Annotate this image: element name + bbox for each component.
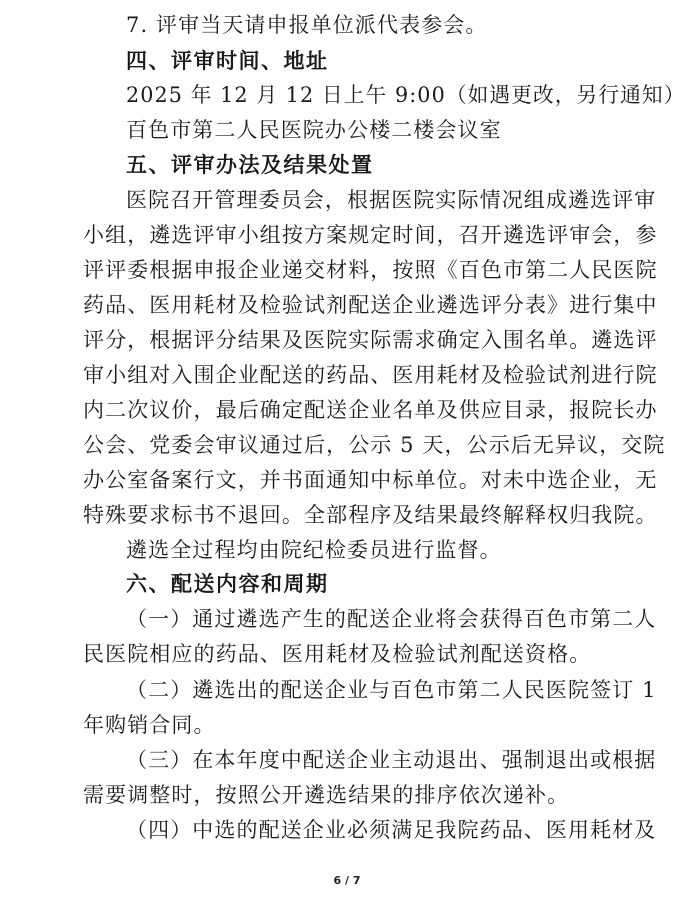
item-7-text: 7. 评审当天请申报单位派代表参会。 — [126, 13, 488, 37]
paragraph-line: 特殊要求标书不退回。全部程序及结果最终解释权归我院。 — [83, 503, 658, 527]
paragraph-line: 审小组对入围企业配送的药品、医用耗材及检验试剂进行院 — [83, 363, 658, 387]
clause-3-line: 需要调整时，按照公开遴选结果的排序依次递补。 — [83, 783, 570, 807]
review-location: 百色市第二人民医院办公楼二楼会议室 — [126, 118, 502, 142]
paragraph-line: 药品、医用耗材及检验试剂配送企业遴选评分表》进行集中 — [83, 293, 658, 317]
clause-3-line: （三）在本年度中配送企业主动退出、强制退出或根据 — [126, 748, 657, 772]
paragraph-line: 小组，遴选评审小组按方案规定时间，召开遴选评审会，参 — [83, 223, 658, 247]
clause-1-line: 民医院相应的药品、医用耗材及检验试剂配送资格。 — [83, 642, 592, 666]
paragraph-line: 评评委根据申报企业递交材料，按照《百色市第二人民医院 — [83, 258, 658, 282]
review-time: 2025 年 12 月 12 日上午 9:00（如遇更改，另行通知） — [126, 83, 686, 107]
supervision-text: 遴选全过程均由院纪检委员进行监督。 — [126, 538, 502, 562]
section-5-heading: 五、评审办法及结果处置 — [126, 153, 374, 177]
paragraph-line: 公会、党委会审议通过后，公示 5 天，公示后无异议，交院 — [83, 433, 666, 457]
section-4-heading: 四、评审时间、地址 — [126, 49, 329, 73]
clause-2-line: （二）遴选出的配送企业与百色市第二人民医院签订 1 — [126, 678, 657, 702]
page-number: 6 / 7 — [333, 874, 361, 887]
clause-2-line: 年购销合同。 — [83, 713, 216, 737]
paragraph-line: 办公室备案行文，并书面通知中标单位。对未中选企业，无 — [83, 468, 658, 492]
clause-4-line: （四）中选的配送企业必须满足我院药品、医用耗材及 — [126, 818, 657, 842]
clause-1-line: （一）通过遴选产生的配送企业将会获得百色市第二人 — [126, 607, 657, 631]
section-6-heading: 六、配送内容和周期 — [126, 572, 329, 596]
paragraph-line: 评分，根据评分结果及医院实际需求确定入围名单。遴选评 — [83, 328, 658, 352]
paragraph-line: 医院召开管理委员会，根据医院实际情况组成遴选评审 — [126, 188, 657, 212]
paragraph-line: 内二次议价，最后确定配送企业名单及供应目录，报院长办 — [83, 398, 658, 422]
